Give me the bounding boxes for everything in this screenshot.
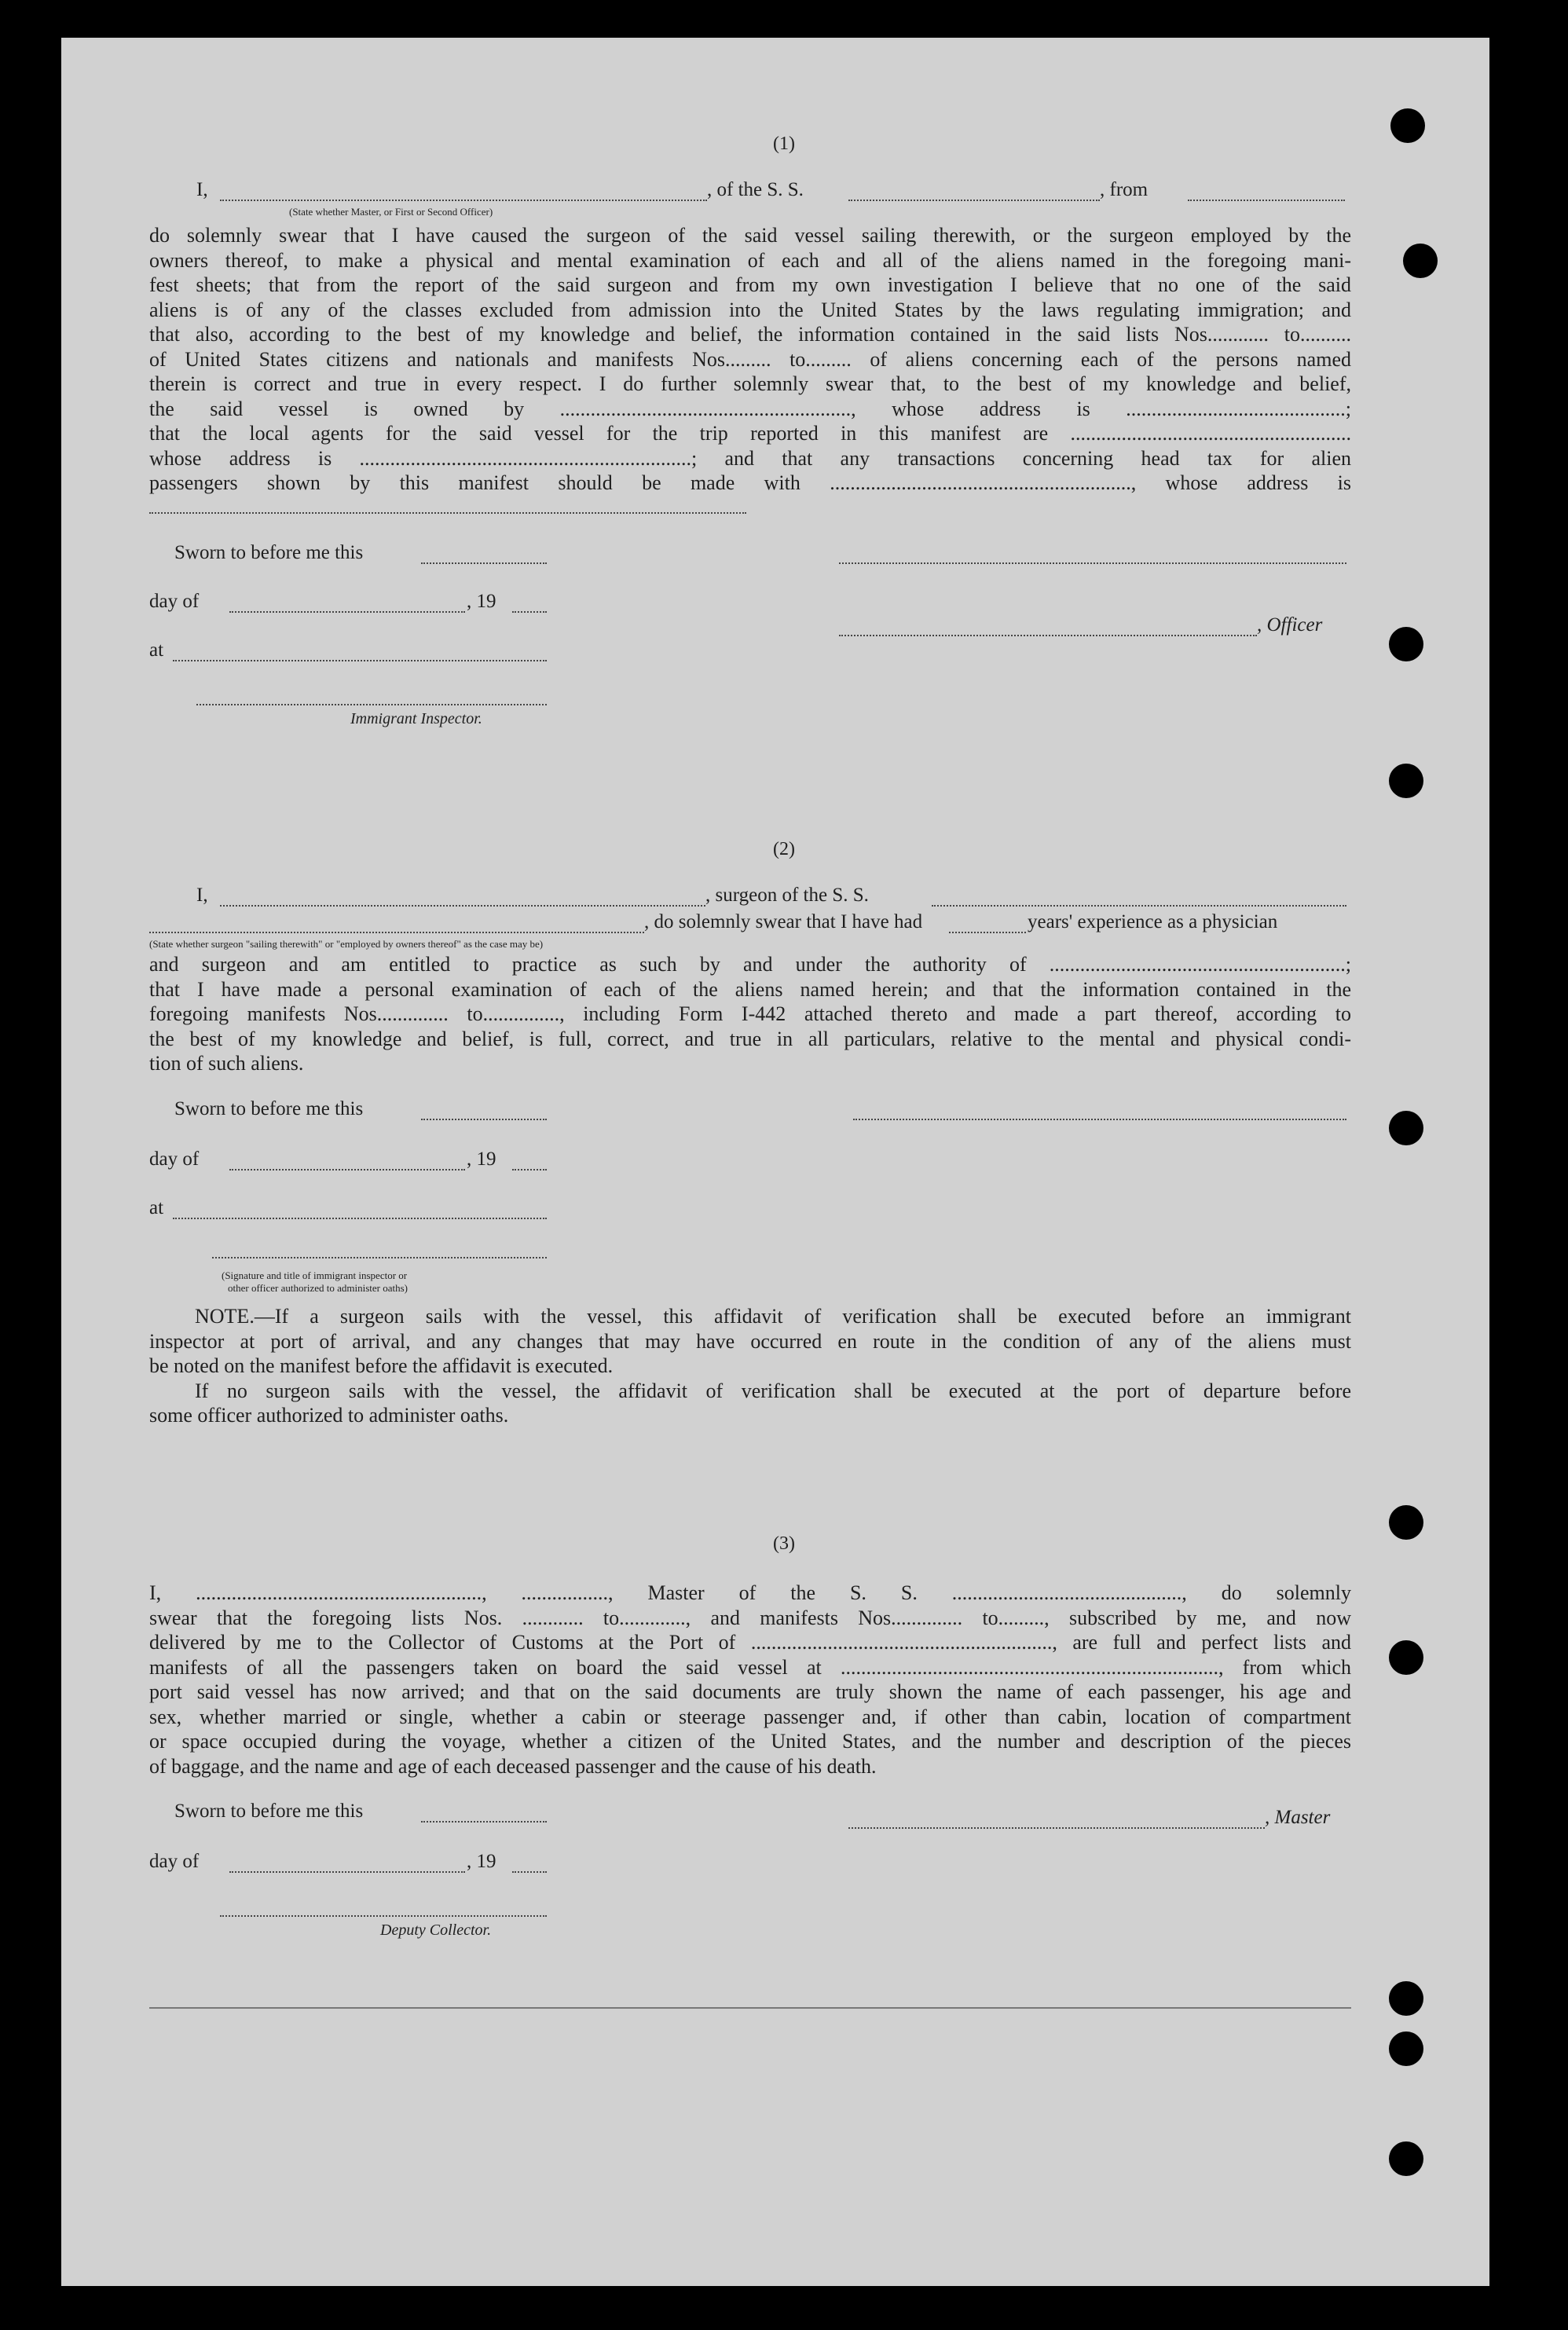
sworn-label: Sworn to before me this	[174, 1801, 364, 1822]
surgeon-signature-line	[853, 1119, 1346, 1120]
surgeon-vessel-line	[932, 905, 1346, 907]
officer-signature-line	[212, 1257, 547, 1258]
section-1-from: , from	[1100, 179, 1149, 200]
at-label: at	[149, 639, 164, 661]
signature-caption: (Signature and title of immigrant inspector or	[222, 1269, 408, 1281]
section-2-surgeon-of: , surgeon of the S. S.	[705, 885, 869, 906]
vessel-name-line	[848, 200, 1100, 201]
day-label: day of	[149, 591, 200, 612]
oath-line: the best of my knowledge and belief, is full, correct, and true in all particulars, relative to the mental and physical condi-	[149, 1027, 1351, 1050]
collector-signature-line	[220, 1915, 547, 1917]
section-3-oath-text	[149, 1581, 1351, 1779]
master-signature-line	[848, 1827, 1265, 1829]
oath-line: I, ........................................................, ................., Master of the S. S. ............................................., do solemnly	[149, 1581, 1351, 1604]
sworn-date-line	[421, 562, 547, 564]
inspector-signature-line	[196, 704, 547, 705]
note-text	[149, 1304, 1351, 1428]
year-label: , 19	[467, 1851, 496, 1872]
oath-line: that I have made a personal examination of each of the aliens named herein; and that the information contained in the	[149, 977, 1351, 1001]
note-line: NOTE.—If a surgeon sails with the vessel, this affidavit of verification shall be executed before an immigrant	[195, 1305, 1351, 1328]
punch-hole	[1389, 627, 1423, 661]
section-2-oath-text	[149, 952, 1351, 1076]
section-2-oath-i: I,	[196, 885, 208, 906]
section-1-number: (1)	[773, 134, 795, 154]
day-line	[229, 611, 465, 613]
punch-hole	[1389, 1640, 1423, 1675]
year-line	[512, 1871, 547, 1873]
punch-hole	[1389, 2031, 1423, 2066]
oath-line: passengers shown by this manifest should be made with ..........................................................., whose address is	[149, 471, 1351, 494]
section-2-swear: , do solemnly swear that I have had	[644, 911, 923, 932]
at-line	[173, 1218, 547, 1219]
day-label: day of	[149, 1851, 200, 1872]
oath-line: aliens is of any of the classes excluded from admission into the United States by the laws regulating immigration; and	[149, 298, 1351, 321]
years-line	[949, 932, 1026, 933]
year-line	[512, 1169, 547, 1170]
oath-line: therein is correct and true in every respect. I do further solemnly swear that, to the best of my knowledge and belief,	[149, 372, 1351, 395]
oath-line: of United States citizens and nationals and manifests Nos......... to......... of aliens concerning each of the persons named	[149, 347, 1351, 371]
section-1-oath-text	[149, 223, 1351, 496]
year-line	[512, 611, 547, 613]
oath-line: foregoing manifests Nos.............. to..............., including Form I-442 attached thereto and made a part thereof, according to	[149, 1002, 1351, 1025]
sworn-date-line	[421, 1821, 547, 1823]
punch-hole	[1389, 1111, 1423, 1145]
day-label: day of	[149, 1149, 200, 1170]
oath-line: sex, whether married or single, whether a cabin or steerage passenger and, if other than cabin, location of compartment	[149, 1705, 1351, 1728]
master-name-line	[220, 200, 707, 201]
sworn-label: Sworn to before me this	[174, 542, 364, 563]
oath-line: delivered by me to the Collector of Customs at the Port of ..........................................................., are full and perfect lists and	[149, 1631, 1351, 1654]
surgeon-status-line	[149, 932, 644, 933]
note-line: If no surgeon sails with the vessel, the affidavit of verification shall be executed at the port of departure before	[195, 1379, 1351, 1402]
bottom-rule	[149, 2007, 1351, 2009]
oath-line: whose address is .................................................................; and that any transactions concerning head tax for alien	[149, 446, 1351, 470]
section-1-of-ss: , of the S. S.	[707, 179, 804, 200]
section-2-years: years' experience as a physician	[1028, 911, 1278, 932]
officer-signature-line	[839, 562, 1346, 564]
punch-hole	[1389, 2141, 1423, 2176]
year-label: , 19	[467, 1149, 496, 1170]
punch-hole	[1403, 244, 1438, 278]
section-1-oath-i: I,	[196, 179, 208, 200]
oath-line: and surgeon and am entitled to practice as such by and under the authority of ..........................................................;	[149, 953, 1351, 976]
year-label: , 19	[467, 591, 496, 612]
section-3-number: (3)	[773, 1533, 795, 1554]
section-2-caption: (State whether surgeon "sailing therewith" or "employed by owners thereof" as the case may be)	[149, 938, 544, 950]
note-line: be noted on the manifest before the affidavit is executed.	[149, 1354, 614, 1377]
oath-line: that also, according to the best of my knowledge and belief, the information contained in the said lists Nos............ to..........	[149, 323, 1351, 346]
note-line: some officer authorized to administer oaths.	[149, 1404, 509, 1427]
inspector-label: Immigrant Inspector.	[350, 710, 482, 727]
oath-line: that the local agents for the said vessel for the trip reported in this manifest are .......................................................	[149, 422, 1351, 445]
agent-address-line	[149, 512, 746, 514]
oath-line: or space occupied during the voyage, whether a citizen of the United States, and the number and description of the pieces	[149, 1730, 1351, 1753]
surgeon-name-line	[220, 905, 705, 907]
oath-line: of baggage, and the name and age of each deceased passenger and the cause of his death.	[149, 1754, 877, 1778]
section-1-caption: (State whether Master, or First or Second Officer)	[289, 206, 493, 218]
oath-line: manifests of all the passengers taken on board the said vessel at .........................................................................., from which	[149, 1655, 1351, 1679]
oath-line: do solemnly swear that I have caused the surgeon of the said vessel sailing therewith, or the surgeon employed by the	[149, 224, 1351, 247]
oath-line: swear that the foregoing lists Nos. ............ to............., and manifests Nos.............. to........., subscribed by me, and now	[149, 1606, 1351, 1629]
oath-line: fest sheets; that from the report of the said surgeon and from my own investigation I believe that no one of the said	[149, 273, 1351, 296]
oath-line: tion of such aliens.	[149, 1052, 304, 1075]
oath-line: owners thereof, to make a physical and mental examination of each and all of the aliens named in the foregoing mani-	[149, 248, 1351, 272]
oath-line: the said vessel is owned by ........................................................., whose address is ...........................................;	[149, 397, 1351, 420]
section-2-number: (2)	[773, 839, 795, 859]
punch-hole	[1389, 1981, 1423, 2016]
day-line	[229, 1169, 465, 1170]
officer-label: , Officer	[1257, 614, 1323, 636]
from-port-line	[1188, 200, 1345, 201]
master-label: , Master	[1265, 1807, 1331, 1828]
at-label: at	[149, 1197, 164, 1218]
sworn-label: Sworn to before me this	[174, 1098, 364, 1119]
oath-line: port said vessel has now arrived; and that on the said documents are truly shown the name of each passenger, his age and	[149, 1680, 1351, 1703]
collector-label: Deputy Collector.	[380, 1922, 492, 1939]
at-line	[173, 660, 547, 661]
note-line: inspector at port of arrival, and any changes that may have occurred en route in the condition of any of the aliens must	[149, 1329, 1351, 1353]
officer-line	[839, 635, 1257, 636]
sworn-date-line	[421, 1119, 547, 1120]
punch-hole	[1389, 764, 1423, 798]
day-line	[229, 1871, 465, 1873]
signature-caption: other officer authorized to administer oaths)	[228, 1282, 408, 1294]
